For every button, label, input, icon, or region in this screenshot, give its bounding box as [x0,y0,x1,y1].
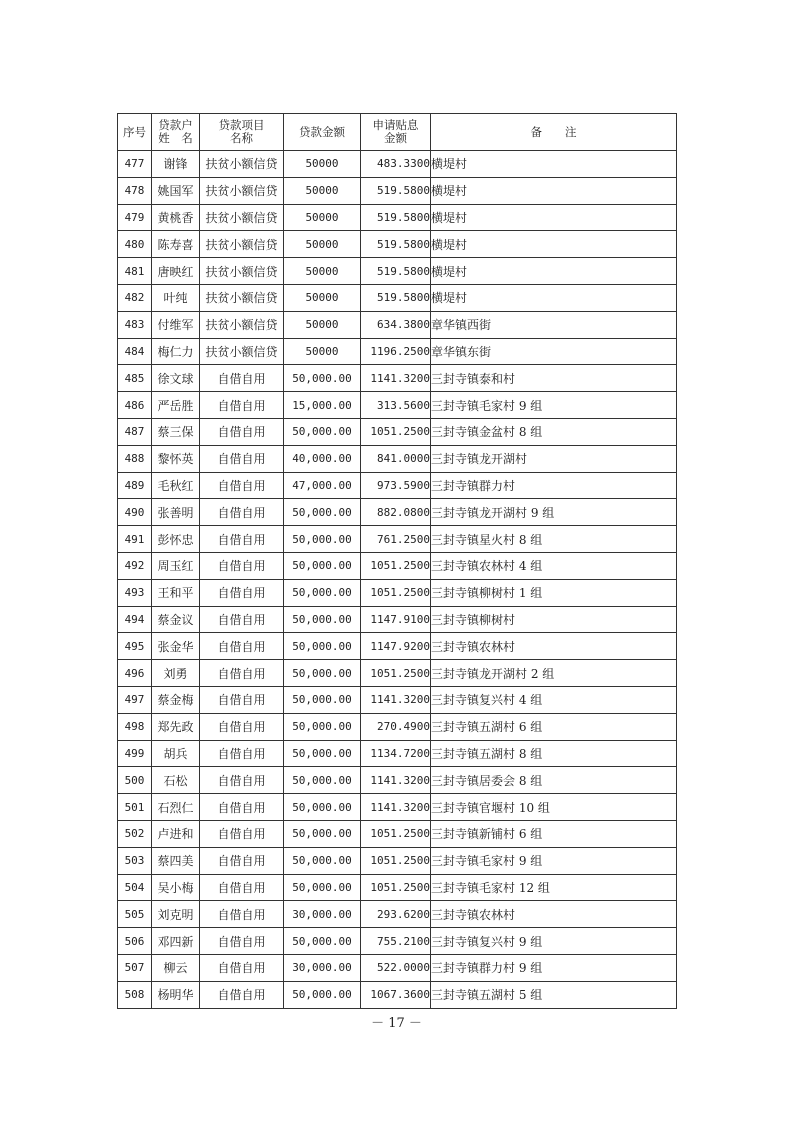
cell-borrower-name: 陈寿喜 [152,231,200,258]
cell-remark: 三封寺镇官堰村 10 组 [431,794,677,821]
cell-subsidy-amount: 519.5800 [361,204,431,231]
cell-subsidy-amount: 1051.2500 [361,552,431,579]
cell-seq: 499 [118,740,152,767]
cell-loan-amount: 50,000.00 [284,874,361,901]
cell-loan-project: 自借自用 [200,418,284,445]
header-borrower-name-line2: 姓 名 [158,131,193,145]
cell-loan-project: 扶贫小额信贷 [200,204,284,231]
cell-remark: 三封寺镇复兴村 4 组 [431,686,677,713]
header-loan-project-line2: 名称 [230,131,253,145]
table-row [118,901,677,928]
cell-seq: 488 [118,445,152,472]
table-row [118,686,677,713]
cell-borrower-name: 蔡四美 [152,847,200,874]
cell-loan-project: 扶贫小额信贷 [200,284,284,311]
cell-borrower-name: 黎怀英 [152,445,200,472]
cell-loan-project: 自借自用 [200,392,284,419]
cell-borrower-name: 毛秋红 [152,472,200,499]
cell-loan-amount: 50000 [284,231,361,258]
cell-remark: 章华镇东街 [431,338,677,365]
cell-subsidy-amount: 841.0000 [361,445,431,472]
cell-remark: 三封寺镇泰和村 [431,365,677,392]
cell-subsidy-amount: 1141.3200 [361,365,431,392]
cell-loan-project: 自借自用 [200,633,284,660]
cell-seq: 479 [118,204,152,231]
cell-borrower-name: 梅仁力 [152,338,200,365]
cell-loan-amount: 50,000.00 [284,767,361,794]
cell-subsidy-amount: 761.2500 [361,526,431,553]
cell-borrower-name: 叶纯 [152,284,200,311]
table-row [118,284,677,311]
table-row [118,231,677,258]
cell-remark: 三封寺镇毛家村 12 组 [431,874,677,901]
cell-remark: 三封寺镇农林村 [431,901,677,928]
cell-borrower-name: 唐映红 [152,258,200,285]
cell-loan-amount: 50,000.00 [284,794,361,821]
cell-subsidy-amount: 1147.9200 [361,633,431,660]
cell-subsidy-amount: 1051.2500 [361,660,431,687]
cell-seq: 503 [118,847,152,874]
cell-loan-project: 自借自用 [200,526,284,553]
header-seq: 序号 [118,114,152,151]
cell-loan-project: 自借自用 [200,954,284,981]
cell-remark: 三封寺镇柳树村 1 组 [431,579,677,606]
cell-loan-amount: 50,000.00 [284,579,361,606]
cell-remark: 三封寺镇居委会 8 组 [431,767,677,794]
cell-loan-amount: 50,000.00 [284,713,361,740]
table-row [118,204,677,231]
cell-seq: 494 [118,606,152,633]
cell-subsidy-amount: 270.4900 [361,713,431,740]
cell-borrower-name: 杨明华 [152,981,200,1008]
cell-subsidy-amount: 1134.7200 [361,740,431,767]
table-row [118,579,677,606]
cell-loan-project: 扶贫小额信贷 [200,231,284,258]
cell-remark: 三封寺镇农林村 [431,633,677,660]
cell-loan-project: 扶贫小额信贷 [200,338,284,365]
cell-seq: 482 [118,284,152,311]
cell-seq: 507 [118,954,152,981]
cell-loan-project: 自借自用 [200,552,284,579]
cell-loan-amount: 50,000.00 [284,499,361,526]
cell-borrower-name: 严岳胜 [152,392,200,419]
cell-loan-amount: 50,000.00 [284,660,361,687]
header-subsidy-amount-line1: 申请贴息 [372,118,419,132]
table-row [118,633,677,660]
cell-borrower-name: 王和平 [152,579,200,606]
cell-loan-amount: 50,000.00 [284,365,361,392]
page-number: － 17 － [371,1016,422,1031]
cell-seq: 502 [118,820,152,847]
cell-loan-amount: 50000 [284,258,361,285]
cell-seq: 484 [118,338,152,365]
cell-remark: 三封寺镇毛家村 9 组 [431,392,677,419]
cell-loan-amount: 50,000.00 [284,740,361,767]
cell-seq: 491 [118,526,152,553]
cell-loan-amount: 50,000.00 [284,552,361,579]
cell-borrower-name: 胡兵 [152,740,200,767]
table-row [118,445,677,472]
cell-loan-amount: 50000 [284,204,361,231]
cell-loan-amount: 50,000.00 [284,928,361,955]
cell-remark: 三封寺镇五湖村 8 组 [431,740,677,767]
cell-remark: 三封寺镇龙开湖村 9 组 [431,499,677,526]
cell-loan-amount: 50,000.00 [284,847,361,874]
cell-borrower-name: 张金华 [152,633,200,660]
cell-seq: 501 [118,794,152,821]
cell-loan-project: 自借自用 [200,767,284,794]
cell-remark: 三封寺镇复兴村 9 组 [431,928,677,955]
cell-loan-amount: 15,000.00 [284,392,361,419]
header-subsidy-amount-line2: 金额 [384,131,407,145]
cell-seq: 498 [118,713,152,740]
cell-remark: 横堤村 [431,151,677,178]
cell-remark: 三封寺镇龙开湖村 [431,445,677,472]
table-row [118,526,677,553]
cell-subsidy-amount: 483.3300 [361,151,431,178]
cell-loan-project: 自借自用 [200,445,284,472]
cell-subsidy-amount: 519.5800 [361,258,431,285]
cell-subsidy-amount: 1141.3200 [361,686,431,713]
cell-borrower-name: 谢锋 [152,151,200,178]
cell-subsidy-amount: 293.6200 [361,901,431,928]
table-row [118,311,677,338]
cell-remark: 三封寺镇新铺村 6 组 [431,820,677,847]
cell-seq: 485 [118,365,152,392]
cell-loan-project: 自借自用 [200,606,284,633]
header-loan-amount: 贷款金额 [284,114,361,151]
cell-subsidy-amount: 1051.2500 [361,874,431,901]
cell-borrower-name: 卢进和 [152,820,200,847]
cell-seq: 490 [118,499,152,526]
cell-loan-amount: 50,000.00 [284,686,361,713]
table-row [118,177,677,204]
cell-seq: 495 [118,633,152,660]
cell-remark: 三封寺镇群力村 [431,472,677,499]
cell-remark: 三封寺镇星火村 8 组 [431,526,677,553]
cell-remark: 横堤村 [431,284,677,311]
table-row [118,713,677,740]
cell-loan-project: 自借自用 [200,686,284,713]
table-row [118,660,677,687]
table-row [118,258,677,285]
cell-loan-amount: 50,000.00 [284,820,361,847]
cell-borrower-name: 刘克明 [152,901,200,928]
cell-loan-amount: 50000 [284,284,361,311]
cell-subsidy-amount: 313.5600 [361,392,431,419]
cell-loan-project: 自借自用 [200,713,284,740]
cell-loan-amount: 50000 [284,177,361,204]
table-row [118,954,677,981]
cell-loan-project: 自借自用 [200,365,284,392]
cell-borrower-name: 蔡金议 [152,606,200,633]
cell-borrower-name: 石松 [152,767,200,794]
cell-seq: 489 [118,472,152,499]
header-loan-project [200,114,284,151]
header-remark: 备 注 [431,114,677,151]
cell-remark: 横堤村 [431,204,677,231]
cell-loan-project: 自借自用 [200,820,284,847]
table-row [118,392,677,419]
cell-subsidy-amount: 519.5800 [361,284,431,311]
cell-borrower-name: 黄桃香 [152,204,200,231]
cell-loan-amount: 30,000.00 [284,901,361,928]
cell-loan-project: 扶贫小额信贷 [200,177,284,204]
cell-borrower-name: 蔡三保 [152,418,200,445]
cell-seq: 481 [118,258,152,285]
cell-borrower-name: 柳云 [152,954,200,981]
cell-subsidy-amount: 1196.2500 [361,338,431,365]
cell-seq: 493 [118,579,152,606]
cell-remark: 三封寺镇龙开湖村 2 组 [431,660,677,687]
cell-seq: 505 [118,901,152,928]
cell-loan-project: 自借自用 [200,472,284,499]
cell-borrower-name: 郑先政 [152,713,200,740]
table-row [118,151,677,178]
table-row [118,820,677,847]
cell-subsidy-amount: 1141.3200 [361,767,431,794]
cell-loan-amount: 47,000.00 [284,472,361,499]
header-borrower-name [152,114,200,151]
header-borrower-name-line1: 贷款户 [158,118,193,132]
cell-remark: 三封寺镇农林村 4 组 [431,552,677,579]
cell-subsidy-amount: 1051.2500 [361,418,431,445]
cell-loan-amount: 50,000.00 [284,606,361,633]
cell-seq: 487 [118,418,152,445]
cell-loan-amount: 50,000.00 [284,981,361,1008]
cell-borrower-name: 蔡金梅 [152,686,200,713]
loan-subsidy-table [117,113,677,1009]
cell-seq: 486 [118,392,152,419]
cell-remark: 三封寺镇金盆村 8 组 [431,418,677,445]
cell-loan-project: 自借自用 [200,981,284,1008]
cell-seq: 497 [118,686,152,713]
cell-loan-amount: 50,000.00 [284,418,361,445]
cell-subsidy-amount: 522.0000 [361,954,431,981]
cell-seq: 500 [118,767,152,794]
table-row [118,552,677,579]
cell-borrower-name: 张善明 [152,499,200,526]
cell-borrower-name: 石烈仁 [152,794,200,821]
cell-subsidy-amount: 1051.2500 [361,579,431,606]
cell-remark: 横堤村 [431,177,677,204]
cell-borrower-name: 周玉红 [152,552,200,579]
cell-subsidy-amount: 1051.2500 [361,847,431,874]
cell-loan-amount: 50000 [284,311,361,338]
table-row [118,365,677,392]
table-row [118,794,677,821]
cell-borrower-name: 彭怀忠 [152,526,200,553]
cell-loan-project: 扶贫小额信贷 [200,151,284,178]
cell-borrower-name: 姚国军 [152,177,200,204]
cell-seq: 504 [118,874,152,901]
table-row [118,928,677,955]
cell-remark: 三封寺镇柳树村 [431,606,677,633]
cell-loan-amount: 40,000.00 [284,445,361,472]
cell-loan-project: 扶贫小额信贷 [200,311,284,338]
cell-loan-project: 自借自用 [200,740,284,767]
cell-remark: 三封寺镇五湖村 6 组 [431,713,677,740]
cell-subsidy-amount: 755.2100 [361,928,431,955]
cell-borrower-name: 邓四新 [152,928,200,955]
cell-subsidy-amount: 519.5800 [361,231,431,258]
table-row [118,740,677,767]
table-row [118,606,677,633]
cell-subsidy-amount: 1147.9100 [361,606,431,633]
cell-borrower-name: 吴小梅 [152,874,200,901]
cell-borrower-name: 付维军 [152,311,200,338]
cell-seq: 478 [118,177,152,204]
cell-subsidy-amount: 973.5900 [361,472,431,499]
cell-loan-project: 自借自用 [200,847,284,874]
cell-remark: 横堤村 [431,231,677,258]
table-row [118,418,677,445]
cell-loan-amount: 50000 [284,151,361,178]
table-row [118,767,677,794]
table-row [118,499,677,526]
cell-seq: 496 [118,660,152,687]
table-row [118,874,677,901]
cell-loan-amount: 30,000.00 [284,954,361,981]
table-body [118,151,677,1009]
header-subsidy-amount [361,114,431,151]
cell-seq: 492 [118,552,152,579]
cell-loan-project: 自借自用 [200,660,284,687]
cell-seq: 480 [118,231,152,258]
table-row [118,847,677,874]
cell-subsidy-amount: 1051.2500 [361,820,431,847]
cell-loan-project: 自借自用 [200,874,284,901]
cell-seq: 506 [118,928,152,955]
cell-loan-amount: 50,000.00 [284,526,361,553]
header-loan-project-line1: 贷款项目 [218,118,265,132]
cell-loan-project: 自借自用 [200,499,284,526]
cell-loan-amount: 50000 [284,338,361,365]
cell-seq: 483 [118,311,152,338]
cell-subsidy-amount: 1141.3200 [361,794,431,821]
cell-loan-amount: 50,000.00 [284,633,361,660]
table-row [118,472,677,499]
cell-seq: 508 [118,981,152,1008]
table-row [118,981,677,1008]
cell-loan-project: 自借自用 [200,928,284,955]
cell-loan-project: 自借自用 [200,901,284,928]
cell-borrower-name: 徐文球 [152,365,200,392]
cell-loan-project: 自借自用 [200,794,284,821]
cell-loan-project: 自借自用 [200,579,284,606]
cell-subsidy-amount: 519.5800 [361,177,431,204]
cell-loan-project: 扶贫小额信贷 [200,258,284,285]
cell-remark: 三封寺镇毛家村 9 组 [431,847,677,874]
cell-remark: 三封寺镇群力村 9 组 [431,954,677,981]
cell-subsidy-amount: 634.3800 [361,311,431,338]
cell-remark: 章华镇西街 [431,311,677,338]
cell-borrower-name: 刘勇 [152,660,200,687]
cell-remark: 三封寺镇五湖村 5 组 [431,981,677,1008]
table-header-row [118,114,677,151]
cell-remark: 横堤村 [431,258,677,285]
table-row [118,338,677,365]
cell-seq: 477 [118,151,152,178]
cell-subsidy-amount: 1067.3600 [361,981,431,1008]
cell-subsidy-amount: 882.0800 [361,499,431,526]
